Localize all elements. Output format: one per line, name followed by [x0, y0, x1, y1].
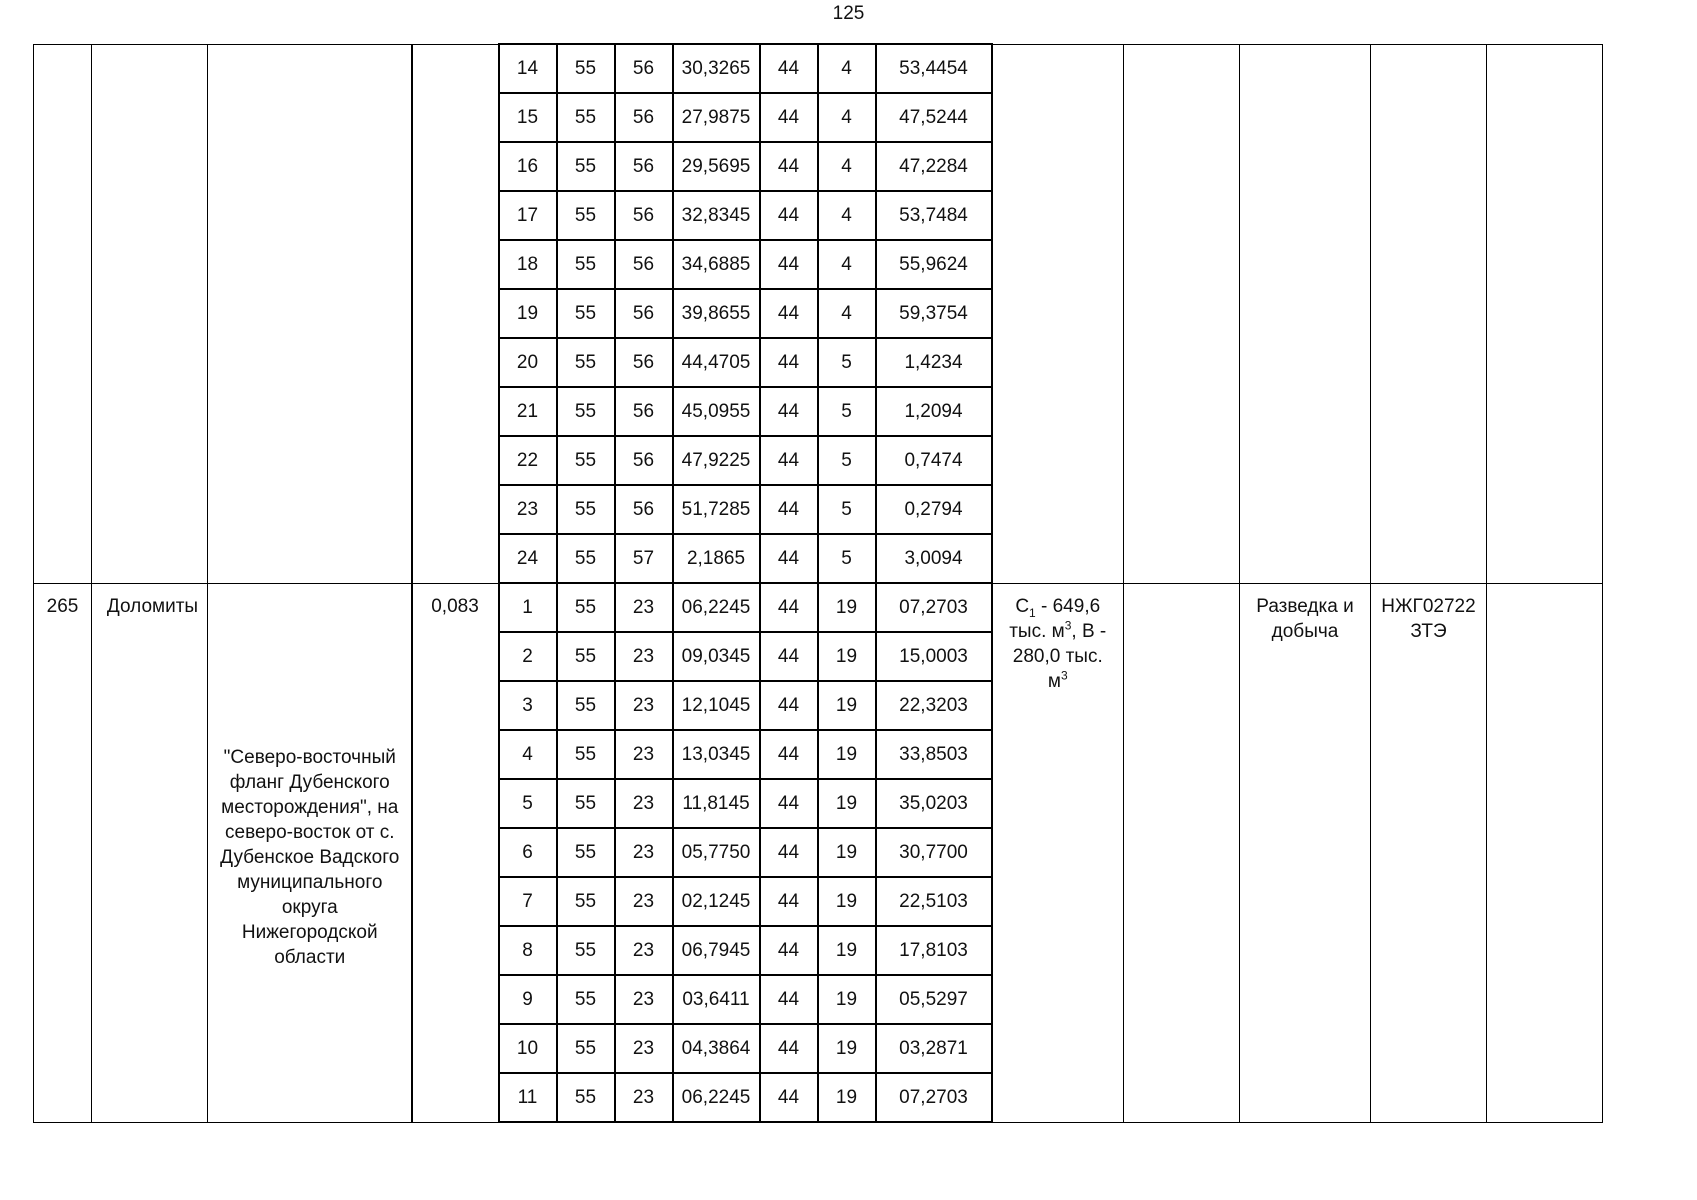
coord-lat-sec: 13,0345 — [673, 730, 760, 779]
coord-point-number: 18 — [499, 240, 557, 289]
coord-lat-deg: 55 — [557, 93, 615, 142]
coord-lat-min: 56 — [615, 338, 673, 387]
coord-lat-deg: 55 — [557, 926, 615, 975]
coord-point-number: 8 — [499, 926, 557, 975]
coord-lon-deg: 44 — [760, 828, 818, 877]
coord-lat-min: 23 — [615, 730, 673, 779]
license-table — [33, 43, 1603, 1123]
coord-lat-deg: 55 — [557, 730, 615, 779]
coord-lat-sec: 34,6885 — [673, 240, 760, 289]
coord-lon-min: 5 — [818, 534, 876, 583]
coord-lon-min: 5 — [818, 436, 876, 485]
empty-cell-empty — [1124, 44, 1240, 583]
coord-lat-sec: 06,2245 — [673, 583, 760, 632]
coord-lat-deg: 55 — [557, 387, 615, 436]
coord-lat-sec: 09,0345 — [673, 632, 760, 681]
reserves-sup2: 3 — [1060, 668, 1068, 683]
coord-point-number: 15 — [499, 93, 557, 142]
coord-lat-deg: 55 — [557, 828, 615, 877]
coord-lat-min: 23 — [615, 681, 673, 730]
coord-lon-min: 19 — [818, 975, 876, 1024]
coord-lat-deg: 55 — [557, 289, 615, 338]
coord-lon-sec: 0,2794 — [876, 485, 992, 534]
mineral-cell-empty — [92, 44, 208, 583]
coord-lat-deg: 55 — [557, 44, 615, 93]
coord-lat-min: 23 — [615, 926, 673, 975]
coord-lon-sec: 17,8103 — [876, 926, 992, 975]
coord-lon-min: 4 — [818, 191, 876, 240]
coord-lat-sec: 39,8655 — [673, 289, 760, 338]
reserves-cell — [992, 583, 1124, 1122]
coord-lon-deg: 44 — [760, 338, 818, 387]
coord-lat-deg: 55 — [557, 338, 615, 387]
coord-lon-min: 19 — [818, 828, 876, 877]
coord-lon-deg: 44 — [760, 877, 818, 926]
coord-lon-deg: 44 — [760, 93, 818, 142]
coord-lat-sec: 06,7945 — [673, 926, 760, 975]
coord-lat-deg: 55 — [557, 583, 615, 632]
coord-lon-min: 5 — [818, 387, 876, 436]
coord-point-number: 5 — [499, 779, 557, 828]
coord-point-number: 4 — [499, 730, 557, 779]
coord-lon-sec: 03,2871 — [876, 1024, 992, 1073]
coord-lon-deg: 44 — [760, 730, 818, 779]
coord-point-number: 20 — [499, 338, 557, 387]
coord-lon-min: 4 — [818, 289, 876, 338]
coord-lon-sec: 53,4454 — [876, 44, 992, 93]
coord-lat-sec: 04,3864 — [673, 1024, 760, 1073]
coord-lon-sec: 35,0203 — [876, 779, 992, 828]
coord-point-number: 16 — [499, 142, 557, 191]
table-row — [34, 44, 1603, 93]
coord-lon-sec: 07,2703 — [876, 583, 992, 632]
coord-lat-sec: 05,7750 — [673, 828, 760, 877]
purpose-value: Разведка и добыча — [1240, 583, 1371, 1122]
coord-point-number: 2 — [499, 632, 557, 681]
area-cell-empty — [412, 44, 499, 583]
area-value: 0,083 — [412, 583, 499, 1122]
coord-lon-min: 4 — [818, 142, 876, 191]
coord-lon-deg: 44 — [760, 1073, 818, 1122]
coord-lat-min: 56 — [615, 142, 673, 191]
coord-lon-sec: 0,7474 — [876, 436, 992, 485]
coord-lon-min: 19 — [818, 583, 876, 632]
coord-lat-deg: 55 — [557, 142, 615, 191]
coord-lat-sec: 02,1245 — [673, 877, 760, 926]
coord-lon-min: 19 — [818, 779, 876, 828]
coord-lat-deg: 55 — [557, 191, 615, 240]
reserves-c-subscript: 1 — [1029, 605, 1036, 620]
empty-column-cell — [1124, 583, 1240, 1122]
coord-lat-min: 23 — [615, 632, 673, 681]
mineral-name: Доломиты — [92, 583, 208, 1122]
empty-column-cell-2 — [1487, 583, 1603, 1122]
coord-point-number: 3 — [499, 681, 557, 730]
coord-lon-min: 19 — [818, 730, 876, 779]
coord-lon-deg: 44 — [760, 534, 818, 583]
description-cell-empty — [208, 44, 412, 583]
coord-lon-min: 19 — [818, 681, 876, 730]
coord-lat-min: 56 — [615, 191, 673, 240]
coord-lat-sec: 45,0955 — [673, 387, 760, 436]
coord-lon-min: 19 — [818, 1024, 876, 1073]
coord-lon-sec: 22,5103 — [876, 877, 992, 926]
reserves-cell-empty — [992, 44, 1124, 583]
coord-lat-min: 56 — [615, 44, 673, 93]
coord-lon-min: 19 — [818, 632, 876, 681]
coord-lat-min: 23 — [615, 583, 673, 632]
coord-point-number: 10 — [499, 1024, 557, 1073]
coord-lon-min: 19 — [818, 877, 876, 926]
coord-lon-deg: 44 — [760, 975, 818, 1024]
coord-lat-deg: 55 — [557, 240, 615, 289]
coord-lat-sec: 44,4705 — [673, 338, 760, 387]
coord-lon-sec: 1,4234 — [876, 338, 992, 387]
coord-lon-sec: 22,3203 — [876, 681, 992, 730]
coord-lon-deg: 44 — [760, 779, 818, 828]
coord-lon-min: 5 — [818, 338, 876, 387]
coord-lon-deg: 44 — [760, 289, 818, 338]
coord-lat-deg: 55 — [557, 436, 615, 485]
coord-point-number: 23 — [499, 485, 557, 534]
license-number: НЖГ02722 ЗТЭ — [1371, 583, 1487, 1122]
coord-lat-sec: 03,6411 — [673, 975, 760, 1024]
coord-lon-min: 5 — [818, 485, 876, 534]
coord-lat-sec: 30,3265 — [673, 44, 760, 93]
coord-point-number: 24 — [499, 534, 557, 583]
coord-lon-min: 19 — [818, 1073, 876, 1122]
coord-lon-deg: 44 — [760, 142, 818, 191]
coord-lon-min: 4 — [818, 93, 876, 142]
coord-lat-sec: 12,1045 — [673, 681, 760, 730]
coord-point-number: 1 — [499, 583, 557, 632]
empty-cell-2-empty — [1487, 44, 1603, 583]
coord-lon-deg: 44 — [760, 44, 818, 93]
coord-point-number: 11 — [499, 1073, 557, 1122]
coord-lon-deg: 44 — [760, 485, 818, 534]
coord-lat-deg: 55 — [557, 877, 615, 926]
coord-lon-deg: 44 — [760, 681, 818, 730]
coord-lat-deg: 55 — [557, 975, 615, 1024]
coord-lon-min: 19 — [818, 926, 876, 975]
coord-lon-deg: 44 — [760, 1024, 818, 1073]
coord-lat-sec: 32,8345 — [673, 191, 760, 240]
coord-lon-sec: 59,3754 — [876, 289, 992, 338]
coord-point-number: 14 — [499, 44, 557, 93]
coord-lon-deg: 44 — [760, 926, 818, 975]
coord-lon-sec: 33,8503 — [876, 730, 992, 779]
coord-lat-deg: 55 — [557, 632, 615, 681]
table-row — [34, 583, 1603, 632]
reserves-c-letter: С — [1015, 595, 1030, 617]
coord-lat-min: 23 — [615, 1073, 673, 1122]
record-number: 265 — [34, 583, 92, 1122]
coord-lat-sec: 11,8145 — [673, 779, 760, 828]
coord-lon-deg: 44 — [760, 632, 818, 681]
table-body — [34, 44, 1603, 1122]
coord-lat-sec: 51,7285 — [673, 485, 760, 534]
coord-lat-min: 57 — [615, 534, 673, 583]
coord-lat-min: 56 — [615, 485, 673, 534]
coord-lon-deg: 44 — [760, 240, 818, 289]
coord-lat-min: 23 — [615, 828, 673, 877]
coord-lon-sec: 30,7700 — [876, 828, 992, 877]
coord-point-number: 21 — [499, 387, 557, 436]
coord-lat-min: 56 — [615, 436, 673, 485]
coord-lat-min: 56 — [615, 387, 673, 436]
coord-lon-sec: 47,2284 — [876, 142, 992, 191]
coord-lat-sec: 47,9225 — [673, 436, 760, 485]
coord-lat-deg: 55 — [557, 1024, 615, 1073]
coord-point-number: 19 — [499, 289, 557, 338]
coord-point-number: 6 — [499, 828, 557, 877]
coord-lon-sec: 55,9624 — [876, 240, 992, 289]
page-number: 125 — [832, 3, 865, 24]
coord-lat-deg: 55 — [557, 485, 615, 534]
coord-lat-min: 56 — [615, 240, 673, 289]
coord-lat-min: 23 — [615, 877, 673, 926]
coord-lat-min: 56 — [615, 93, 673, 142]
reserves-sup1: 3 — [1064, 618, 1072, 633]
coord-lon-sec: 05,5297 — [876, 975, 992, 1024]
coord-lon-sec: 15,0003 — [876, 632, 992, 681]
reserves-part2: , В - 280,0 тыс. м — [1012, 620, 1107, 692]
coord-lon-min: 4 — [818, 44, 876, 93]
coord-lat-min: 23 — [615, 1024, 673, 1073]
coord-lat-deg: 55 — [557, 681, 615, 730]
coord-lon-sec: 07,2703 — [876, 1073, 992, 1122]
coord-point-number: 9 — [499, 975, 557, 1024]
coord-lon-deg: 44 — [760, 387, 818, 436]
coord-lat-deg: 55 — [557, 534, 615, 583]
coord-lat-sec: 29,5695 — [673, 142, 760, 191]
coord-lon-deg: 44 — [760, 583, 818, 632]
coord-lat-sec: 27,9875 — [673, 93, 760, 142]
coord-lat-deg: 55 — [557, 1073, 615, 1122]
coord-lon-sec: 3,0094 — [876, 534, 992, 583]
coord-lat-min: 23 — [615, 975, 673, 1024]
number-cell-empty — [34, 44, 92, 583]
reserves-part1: - 649,6 тыс. м — [1009, 595, 1101, 642]
coord-lat-min: 56 — [615, 289, 673, 338]
coord-point-number: 17 — [499, 191, 557, 240]
coord-lon-sec: 1,2094 — [876, 387, 992, 436]
coord-lat-sec: 2,1865 — [673, 534, 760, 583]
site-description: "Северо-восточный фланг Дубенского месторождения", на северо-восток от с. Дубенское Вадского муниципального округа Нижегородской области — [208, 583, 412, 1122]
coord-lon-deg: 44 — [760, 436, 818, 485]
purpose-cell-empty — [1240, 44, 1371, 583]
coord-lat-sec: 06,2245 — [673, 1073, 760, 1122]
license-cell-empty — [1371, 44, 1487, 583]
coord-lat-min: 23 — [615, 779, 673, 828]
coord-lat-deg: 55 — [557, 779, 615, 828]
coord-point-number: 22 — [499, 436, 557, 485]
coord-lon-deg: 44 — [760, 191, 818, 240]
coord-lon-sec: 47,5244 — [876, 93, 992, 142]
coord-lon-sec: 53,7484 — [876, 191, 992, 240]
coord-point-number: 7 — [499, 877, 557, 926]
coord-lon-min: 4 — [818, 240, 876, 289]
